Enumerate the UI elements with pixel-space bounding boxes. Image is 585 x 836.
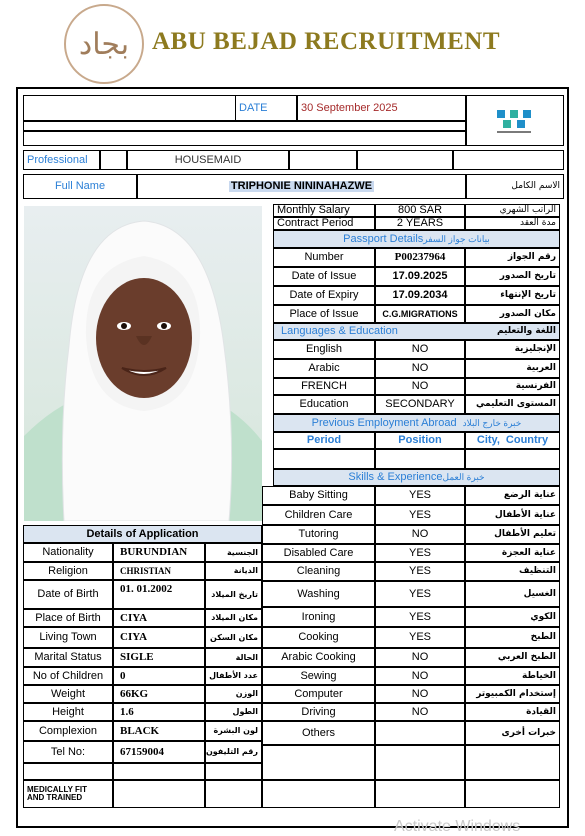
- detail-label: Tel No:: [23, 741, 113, 763]
- passport-title: Passport Details: [343, 232, 424, 245]
- detail-value: 66KG: [113, 685, 205, 703]
- skill-value: YES: [375, 581, 465, 607]
- skill-value: YES: [375, 627, 465, 648]
- skill-value: NO: [375, 525, 465, 544]
- company-logo-glyph: بجاد: [78, 26, 130, 62]
- skill-value: YES: [375, 562, 465, 581]
- header-spacer-1: [23, 121, 466, 131]
- skill-ar: عناية الأطفال: [465, 505, 560, 525]
- skill-value: YES: [375, 544, 465, 562]
- detail-ar: مكان الميلاد: [205, 609, 262, 627]
- full-name-ar: الاسم الكامل: [466, 174, 564, 199]
- employment-col-city: City,: [476, 434, 500, 446]
- detail-value: 67159004: [113, 741, 205, 763]
- employment-title-ar: خبرة خارج البلاد: [462, 417, 522, 428]
- skill-label: Tutoring: [262, 525, 375, 544]
- monthly-salary-ar: الراتب الشهري: [465, 204, 560, 217]
- lang-french-label: FRENCH: [273, 378, 375, 395]
- passport-title-ar: بيانات جواز السفر: [423, 233, 490, 244]
- date-of-issue-ar: تاريخ الصدور: [465, 267, 560, 286]
- detail-label: Date of Birth: [23, 580, 113, 609]
- detail-value: BLACK: [113, 721, 205, 741]
- employment-row-period: [273, 449, 375, 469]
- detail-value: CHRISTIAN: [113, 562, 205, 580]
- skill-ar: الطبخ العربي: [465, 648, 560, 667]
- skill-ar: خبرات أخرى: [465, 721, 560, 745]
- details-filler-2: [113, 763, 205, 780]
- lang-arabic-label: Arabic: [273, 359, 375, 378]
- detail-value: BURUNDIAN: [113, 543, 205, 562]
- date-of-issue-label: Date of Issue: [273, 267, 375, 286]
- footer-blank-3: [262, 780, 375, 808]
- detail-value: 0: [113, 667, 205, 685]
- date-of-issue-value: 17.09.2025: [375, 267, 465, 286]
- footer-blank-4: [375, 780, 465, 808]
- skills-filler-3: [465, 745, 560, 780]
- lang-english-value: NO: [375, 340, 465, 359]
- skill-ar: الغسيل: [465, 581, 560, 607]
- detail-ar: عدد الأطفال: [205, 667, 262, 685]
- contract-period-label: Contract Period: [273, 217, 375, 230]
- skill-ar: إستخدام الكمبيوتر: [465, 685, 560, 703]
- detail-ar: تاريخ الميلاد: [205, 580, 262, 609]
- detail-value: 01. 01.2002: [113, 580, 205, 609]
- employment-row-position: [375, 449, 465, 469]
- partner-logo: [466, 95, 564, 146]
- detail-ar: الوزن: [205, 685, 262, 703]
- footer-blank-2: [205, 780, 262, 808]
- skill-label: Driving: [262, 703, 375, 721]
- passport-number-value: P00237964: [375, 248, 465, 267]
- date-of-expiry-label: Date of Expiry: [273, 286, 375, 305]
- skill-label: Cleaning: [262, 562, 375, 581]
- lang-arabic-ar: العربية: [465, 359, 560, 378]
- detail-value: SIGLE: [113, 648, 205, 667]
- details-filler-3: [205, 763, 262, 780]
- skills-title: Skills & Experience: [348, 471, 443, 483]
- passport-number-label: Number: [273, 248, 375, 267]
- skill-value: YES: [375, 486, 465, 505]
- skill-label: Computer: [262, 685, 375, 703]
- lang-french-ar: الفرنسية: [465, 378, 560, 395]
- skill-value: YES: [375, 607, 465, 627]
- employment-col-city-country: [465, 432, 560, 449]
- detail-label: Nationality: [23, 543, 113, 562]
- detail-ar: رقم التليفون: [205, 741, 262, 763]
- partner-logo-icon: [495, 107, 535, 135]
- place-of-issue-value: C.G.MIGRATIONS: [375, 305, 465, 323]
- activate-windows-watermark: Activate Windows: [394, 818, 521, 835]
- place-of-issue-label: Place of Issue: [273, 305, 375, 323]
- skill-ar: عناية العجزة: [465, 544, 560, 562]
- detail-value: CIYA: [113, 627, 205, 648]
- detail-ar: الجنسية: [205, 543, 262, 562]
- skill-label: Ironing: [262, 607, 375, 627]
- employment-col-position: Position: [375, 432, 465, 449]
- employment-col-country: Country: [505, 434, 549, 446]
- detail-ar: الديانة: [205, 562, 262, 580]
- skill-ar: تعليم الأطفال: [465, 525, 560, 544]
- detail-label: Place of Birth: [23, 609, 113, 627]
- details-header: Details of Application: [23, 525, 262, 543]
- skill-label: Sewing: [262, 667, 375, 685]
- lang-french-value: NO: [375, 378, 465, 395]
- employment-row-city: [465, 449, 560, 469]
- skill-ar: التنظيف: [465, 562, 560, 581]
- full-name-cell: [137, 174, 466, 199]
- applicant-photo: [24, 206, 262, 521]
- skill-label: Cooking: [262, 627, 375, 648]
- employment-header: [273, 414, 560, 432]
- professional-blank-3: [357, 150, 453, 170]
- applicant-photo-image: [24, 206, 262, 521]
- detail-label: Complexion: [23, 721, 113, 741]
- lang-english-label: English: [273, 340, 375, 359]
- skill-label: Baby Sitting: [262, 486, 375, 505]
- detail-ar: الطول: [205, 703, 262, 721]
- skills-header: [273, 469, 560, 486]
- monthly-salary-label: Monthly Salary: [273, 204, 375, 217]
- detail-label: Marital Status: [23, 648, 113, 667]
- skills-filler-1: [262, 745, 375, 780]
- professional-label: Professional: [23, 150, 100, 170]
- medical-status: [23, 780, 113, 808]
- detail-label: No of Children: [23, 667, 113, 685]
- skill-label: Washing: [262, 581, 375, 607]
- skills-filler-2: [375, 745, 465, 780]
- passport-header: [273, 230, 560, 248]
- professional-blank-2: [289, 150, 357, 170]
- skill-value: NO: [375, 703, 465, 721]
- skill-ar: الطبخ: [465, 627, 560, 648]
- languages-title-ar: اللغة والتعليم: [496, 326, 556, 336]
- skills-title-ar: خبرة العمل: [442, 472, 485, 482]
- skill-label: Arabic Cooking: [262, 648, 375, 667]
- detail-value: 1.6: [113, 703, 205, 721]
- header-spacer-2: [23, 131, 466, 146]
- skill-label: Children Care: [262, 505, 375, 525]
- skill-label: Others: [262, 721, 375, 745]
- passport-number-ar: رقم الجواز: [465, 248, 560, 267]
- skill-value: NO: [375, 648, 465, 667]
- details-filler-1: [23, 763, 113, 780]
- employment-col-period: Period: [273, 432, 375, 449]
- place-of-issue-ar: مكان الصدور: [465, 305, 560, 323]
- footer-blank-1: [113, 780, 205, 808]
- education-value: SECONDARY: [375, 395, 465, 414]
- lang-arabic-value: NO: [375, 359, 465, 378]
- employment-title: Previous Employment Abroad: [311, 416, 457, 429]
- languages-header: [273, 323, 560, 340]
- skill-value: NO: [375, 685, 465, 703]
- skill-value: YES: [375, 505, 465, 525]
- full-name-value: TRIPHONIE NININAHAZWE: [230, 180, 373, 192]
- detail-ar: مكان السكن: [205, 627, 262, 648]
- professional-blank: [100, 150, 127, 170]
- date-of-expiry-ar: تاريخ الإنتهاء: [465, 286, 560, 305]
- company-name: ABU BEJAD RECRUITMENT: [152, 28, 501, 55]
- contract-period-value: 2 YEARS: [375, 217, 465, 230]
- detail-label: Weight: [23, 685, 113, 703]
- detail-value: CIYA: [113, 609, 205, 627]
- professional-blank-4: [453, 150, 564, 170]
- medical-line-1: MEDICALLY FIT: [27, 785, 88, 794]
- education-ar: المستوى التعليمي: [465, 395, 560, 414]
- date-value: 30 September 2025: [297, 95, 466, 121]
- date-of-expiry-value: 17.09.2034: [375, 286, 465, 305]
- date-label: DATE: [235, 95, 297, 121]
- footer-blank-5: [465, 780, 560, 808]
- skill-value: [375, 721, 465, 745]
- detail-ar: الحالة: [205, 648, 262, 667]
- contract-period-ar: مدة العقد: [465, 217, 560, 230]
- detail-ar: لون البشرة: [205, 721, 262, 741]
- profession-value: HOUSEMAID: [127, 150, 289, 170]
- skill-ar: القيادة: [465, 703, 560, 721]
- monthly-salary-value: 800 SAR: [375, 204, 465, 217]
- medical-line-2: AND TRAINED: [27, 793, 83, 802]
- skill-ar: الكوي: [465, 607, 560, 627]
- full-name-label: Full Name: [23, 174, 137, 199]
- skill-ar: الخياطة: [465, 667, 560, 685]
- education-label: Education: [273, 395, 375, 414]
- detail-label: Religion: [23, 562, 113, 580]
- languages-title: Languages & Education: [281, 325, 398, 337]
- detail-label: Height: [23, 703, 113, 721]
- lang-english-ar: الإنجليزية: [465, 340, 560, 359]
- detail-label: Living Town: [23, 627, 113, 648]
- skill-label: Disabled Care: [262, 544, 375, 562]
- skill-ar: عناية الرضع: [465, 486, 560, 505]
- skill-value: NO: [375, 667, 465, 685]
